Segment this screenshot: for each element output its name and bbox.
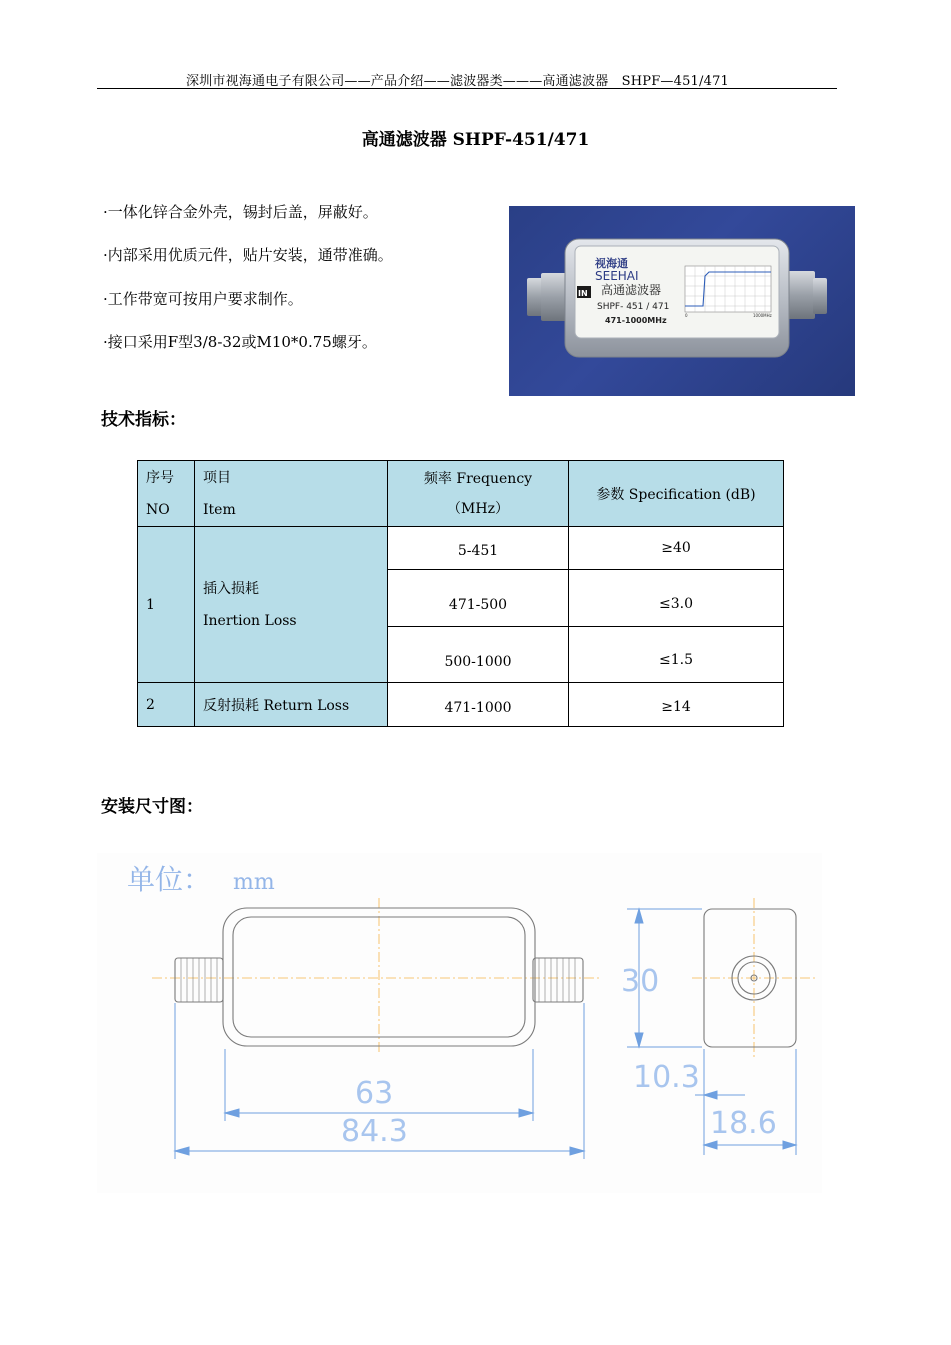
row1-spec-3: ≤1.5 bbox=[569, 627, 784, 683]
header-specification: 参数 Specification (dB) bbox=[569, 461, 784, 527]
table-header-row bbox=[138, 461, 784, 527]
row2-freq: 471-1000 bbox=[388, 683, 569, 727]
header-divider bbox=[97, 88, 837, 89]
dim-body-length: 63 bbox=[355, 1076, 394, 1111]
feature-item-2: ·内部采用优质元件，贴片安装，通带准确。 bbox=[103, 246, 393, 264]
svg-text:0: 0 bbox=[685, 313, 688, 318]
row2-item: 反射损耗 Return Loss bbox=[195, 683, 388, 727]
tech-section-title: 技术指标： bbox=[101, 410, 186, 430]
dim-height: 30 bbox=[621, 964, 660, 999]
dimension-drawing bbox=[97, 853, 822, 1193]
dim-offset: 10.3 bbox=[633, 1060, 700, 1095]
photo-brand-en: SEEHAI bbox=[595, 269, 639, 283]
header-item: 项目 Item bbox=[195, 461, 388, 527]
header-frequency: 频率 Frequency （MHz） bbox=[388, 461, 569, 527]
page-title: 高通滤波器 SHPF-451/471 bbox=[361, 130, 590, 150]
row1-freq-1: 5-451 bbox=[388, 527, 569, 570]
install-section-title: 安装尺寸图： bbox=[101, 797, 203, 817]
dim-total-length: 84.3 bbox=[341, 1114, 408, 1149]
photo-product-name: 高通滤波器 bbox=[601, 283, 662, 297]
dim-depth: 18.6 bbox=[710, 1106, 777, 1141]
row2-no: 2 bbox=[138, 683, 195, 727]
feature-item-4: ·接口采用F型3/8-32或M10*0.75螺牙。 bbox=[103, 333, 377, 351]
row1-no: 1 bbox=[138, 527, 195, 683]
row1-freq-3: 500-1000 bbox=[388, 627, 569, 683]
spec-table bbox=[137, 460, 784, 727]
photo-model: SHPF- 451 / 471 bbox=[597, 302, 670, 312]
table-row bbox=[138, 527, 784, 570]
page-header: 深圳市视海通电子有限公司——产品介绍——滤波器类———高通滤波器 SHPF—451/471 bbox=[186, 74, 730, 89]
feature-item-1: ·一体化锌合金外壳，锡封后盖，屏蔽好。 bbox=[103, 203, 378, 221]
svg-text:1000MHz: 1000MHz bbox=[753, 313, 772, 318]
row1-spec-2: ≤3.0 bbox=[569, 570, 784, 627]
photo-response-graph bbox=[685, 266, 772, 318]
filter-illustration bbox=[509, 206, 855, 396]
product-photo bbox=[509, 206, 855, 396]
unit-value: mm bbox=[233, 870, 275, 895]
table-row bbox=[138, 683, 784, 727]
photo-range: 471-1000MHz bbox=[605, 316, 667, 325]
row1-freq-2: 471-500 bbox=[388, 570, 569, 627]
row1-spec-1: ≥40 bbox=[569, 527, 784, 570]
row1-item: 插入损耗 Inertion Loss bbox=[195, 527, 388, 683]
row2-spec: ≥14 bbox=[569, 683, 784, 727]
photo-port-label: IN bbox=[578, 289, 588, 298]
header-no: 序号 NO bbox=[138, 461, 195, 527]
unit-label: 单位： bbox=[127, 863, 212, 896]
feature-item-3: ·工作带宽可按用户要求制作。 bbox=[103, 290, 303, 308]
photo-brand-cn: 视海通 bbox=[595, 257, 628, 270]
